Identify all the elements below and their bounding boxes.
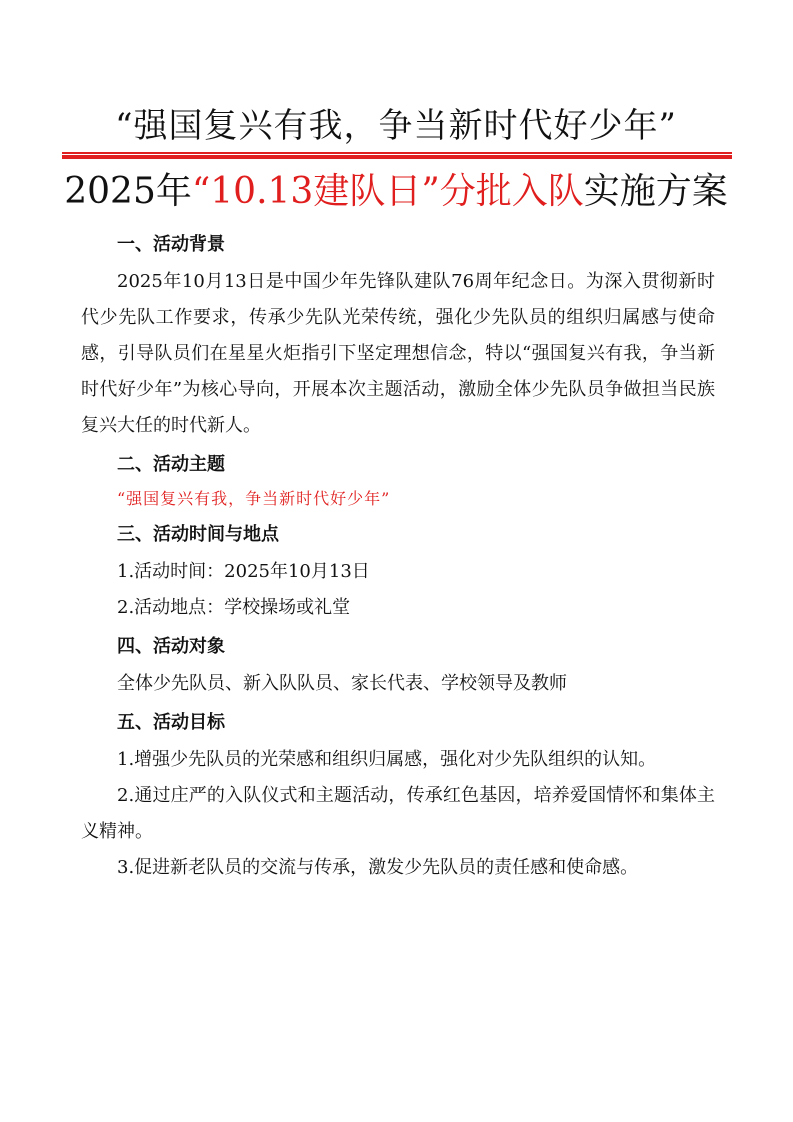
audience-text: 全体少先队员、新入队队员、家长代表、学校领导及教师 [117, 673, 567, 694]
title-suffix: 实施方案 [583, 171, 728, 212]
background-paragraph: 2025年10月13日是中国少年先锋队建队76周年纪念日。为深入贯彻新时代少先队工作要求，传承少先队光荣传统，强化少先队员的组织归属感与使命感，引导队员们在星星火炬指引下坚定理想信念，特以“强国复兴有我，争当新时代好少年”为核心导向，开展本次主题活动，激励全体少先队员争做担当民族复兴大任的时代新人。 [81, 271, 715, 436]
section-heading-time-place: 三、活动时间与地点 [117, 524, 279, 545]
slogan-title: “强国复兴有我，争当新时代好少年” [115, 106, 677, 146]
goal-item: 1.增强少先队员的光荣感和组织归属感，强化对少先队组织的认知。 [117, 749, 657, 770]
section-heading-background: 一、活动背景 [117, 234, 225, 255]
red-divider-thin [62, 152, 732, 154]
document-title [60, 168, 732, 216]
goal-item: 3.促进新老队员的交流与传承，激发少先队员的责任感和使命感。 [117, 857, 639, 878]
red-divider-thick [62, 155, 732, 159]
title-prefix: 2025年 [64, 171, 192, 212]
section-heading-audience: 四、活动对象 [117, 636, 225, 657]
theme-slogan: “强国复兴有我，争当新时代好少年” [117, 489, 391, 508]
activity-time: 1.活动时间：2025年10月13日 [117, 561, 370, 582]
title-red-part: “10.13建队日”分批入队 [191, 171, 584, 212]
activity-place: 2.活动地点：学校操场或礼堂 [117, 597, 351, 618]
document-body [81, 224, 715, 886]
goal-item: 2.通过庄严的入队仪式和主题活动，传承红色基因，培养爱国情怀和集体主义精神。 [81, 785, 715, 842]
section-heading-goals: 五、活动目标 [117, 712, 225, 733]
section-heading-theme: 二、活动主题 [117, 454, 225, 475]
